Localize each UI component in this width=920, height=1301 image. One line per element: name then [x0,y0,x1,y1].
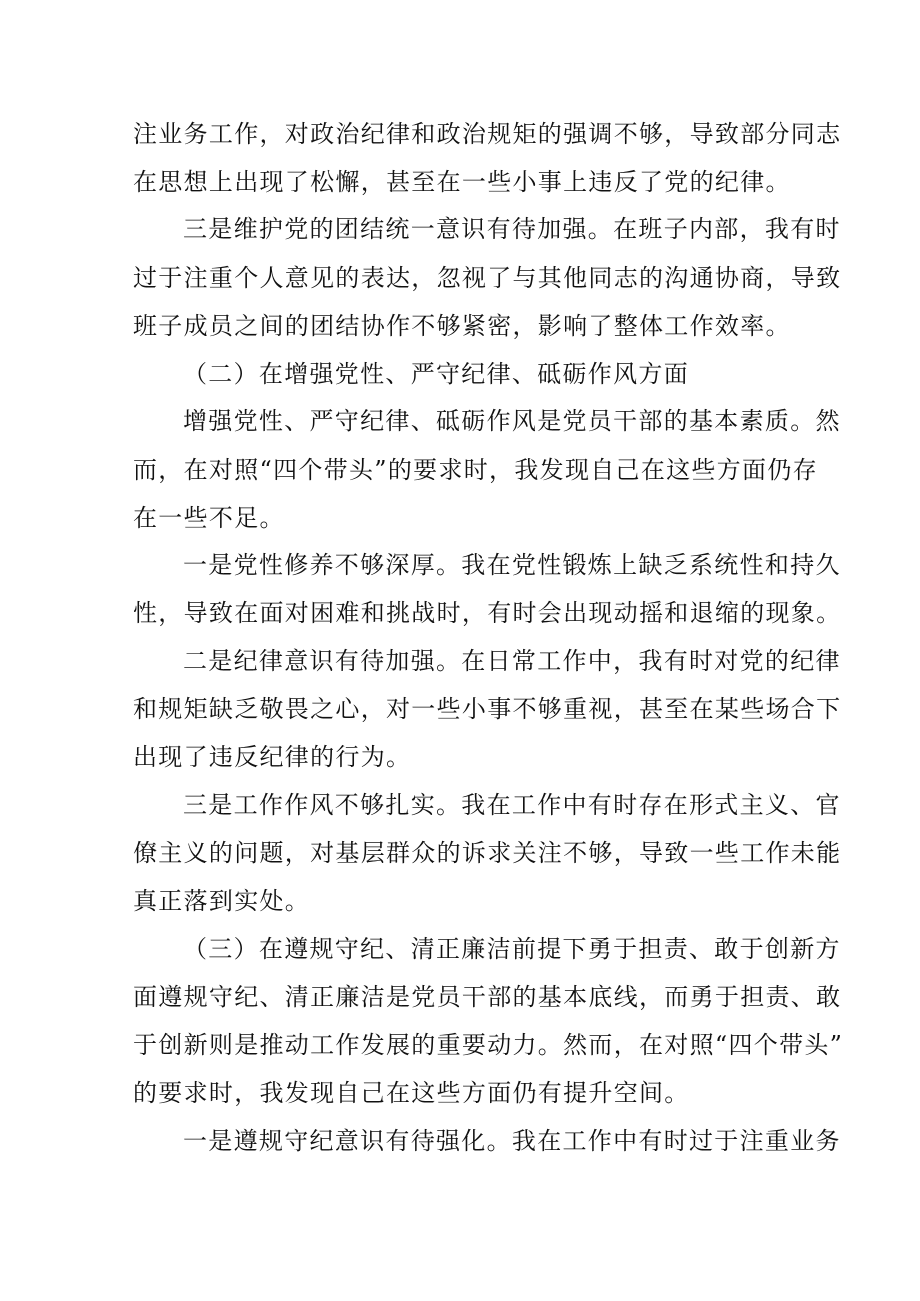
paragraph-line: 的要求时，我发现自己在这些方面仍有提升空间。 [133,1079,690,1107]
paragraph-line: 过于注重个人意见的表达，忽视了与其他同志的沟通协商，导致 [133,264,842,292]
section-heading: （二）在增强党性、严守纪律、砥砺作风方面 [183,360,689,388]
paragraph-line: 在思想上出现了松懈，甚至在一些小事上违反了党的纪律。 [133,168,791,196]
paragraph-line: 而，在对照“四个带头”的要求时，我发现自己在这些方面仍存 [133,456,818,484]
paragraph-line: 面遵规守纪、清正廉洁是党员干部的基本底线，而勇于担责、敢 [133,983,842,1011]
paragraph-line: 班子成员之间的团结协作不够紧密，影响了整体工作效率。 [133,312,791,340]
paragraph-line: 真正落到实处。 [133,887,311,915]
section-heading: （三）在遵规守纪、清正廉洁前提下勇于担责、敢于创新方 [183,935,841,963]
paragraph-line: 性，导致在面对困难和挑战时，有时会出现动摇和退缩的现象。 [133,599,842,627]
paragraph-line: 三是工作作风不够扎实。我在工作中有时存在形式主义、官 [183,791,841,819]
paragraph-line: 于创新则是推动工作发展的重要动力。然而，在对照“四个带头” [133,1031,844,1059]
paragraph-line: 注业务工作，对政治纪律和政治规矩的强调不够，导致部分同志 [133,120,842,148]
paragraph-line: 在一些不足。 [133,504,285,532]
paragraph-line: 增强党性、严守纪律、砥砺作风是党员干部的基本素质。然 [183,407,841,435]
paragraph-line: 一是党性修养不够深厚。我在党性锻炼上缺乏系统性和持久 [183,551,841,579]
paragraph-line: 出现了违反纪律的行为。 [133,743,412,771]
paragraph-line: 二是纪律意识有待加强。在日常工作中，我有时对党的纪律 [183,647,841,675]
paragraph-line: 一是遵规守纪意识有待强化。我在工作中有时过于注重业务 [183,1127,841,1155]
paragraph-line: 僚主义的问题，对基层群众的诉求关注不够，导致一些工作未能 [133,839,842,867]
paragraph-line: 和规矩缺乏敬畏之心，对一些小事不够重视，甚至在某些场合下 [133,695,842,723]
paragraph-line: 三是维护党的团结统一意识有待加强。在班子内部，我有时 [183,215,841,243]
